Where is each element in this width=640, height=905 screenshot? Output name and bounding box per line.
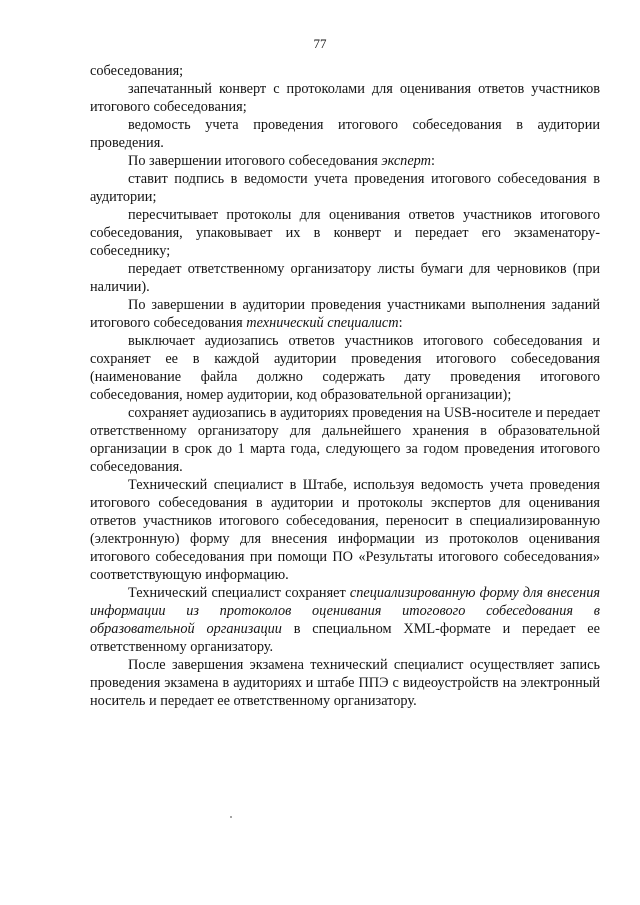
paragraph xyxy=(90,260,600,296)
document-body xyxy=(90,62,600,710)
text-segment: сохраняет аудиозапись в аудиториях проведения на USB-носителе и передает ответственному организатору для дальнейшего хранения в образовательной организации в срок до 1 марта года, следующего за годом проведения итогового собеседования. xyxy=(90,405,600,475)
paragraph xyxy=(90,62,600,80)
paragraph xyxy=(90,584,600,656)
text-segment: По завершении итогового собеседования xyxy=(128,153,382,169)
text-segment: в специальном XML-формате и передает ее ответственному организатору. xyxy=(90,621,600,655)
text-segment: По завершении в аудитории проведения участниками выполнения заданий итогового собеседования xyxy=(90,297,600,331)
paragraph xyxy=(90,476,600,584)
italic-text: специализированную форму для внесения информации из протоколов оценивания итогового собеседования в образовательной организации xyxy=(90,585,600,637)
text-segment: Технический специалист сохраняет xyxy=(128,585,350,601)
paragraph xyxy=(90,152,600,170)
paragraph xyxy=(90,404,600,476)
text-segment: После завершения экзамена технический специалист осуществляет запись проведения экзамена в аудиториях и штабе ППЭ с видеоустройств на электронный носитель и передает ее ответственному организатору. xyxy=(90,657,600,709)
text-segment: Технический специалист в Штабе, используя ведомость учета проведения итогового собеседования в аудитории и протоколы экспертов для оценивания ответов участников итогового собеседования, переносит в специализированную (электронную) форму для внесения информации из протоколов оценивания итогового собеседования при помощи ПО «Результаты итогового собеседования» соответствующую информацию. xyxy=(90,477,600,583)
text-segment: ведомость учета проведения итогового собеседования в аудитории проведения. xyxy=(90,117,600,151)
text-segment: пересчитывает протоколы для оценивания ответов участников итогового собеседования, упаковывает их в конверт и передает его экзаменатору-собеседнику; xyxy=(90,207,600,259)
italic-text: эксперт xyxy=(381,153,431,169)
text-segment: передает ответственному организатору листы бумаги для черновиков (при наличии). xyxy=(90,261,600,295)
paragraph xyxy=(90,116,600,152)
paragraph xyxy=(90,80,600,116)
paragraph xyxy=(90,656,600,710)
paragraph xyxy=(90,206,600,260)
page-number: 77 xyxy=(313,36,327,51)
italic-text: технический специалист xyxy=(246,315,399,331)
text-segment: : xyxy=(430,153,435,169)
text-segment: собеседования; xyxy=(90,63,184,79)
text-segment: : xyxy=(398,315,403,331)
text-segment: ставит подпись в ведомости учета проведения итогового собеседования в аудитории; xyxy=(90,171,600,205)
paragraph xyxy=(90,170,600,206)
scan-speck xyxy=(230,816,232,818)
paragraph xyxy=(90,332,600,404)
text-segment: запечатанный конверт с протоколами для оценивания ответов участников итогового собеседования; xyxy=(90,81,600,115)
text-segment: выключает аудиозапись ответов участников итогового собеседования и сохраняет ее в каждой аудитории проведения итогового собеседования (наименование файла должно содержать дату проведения итогового собеседования, номер аудитории, код образовательной организации); xyxy=(90,333,600,403)
paragraph xyxy=(90,296,600,332)
